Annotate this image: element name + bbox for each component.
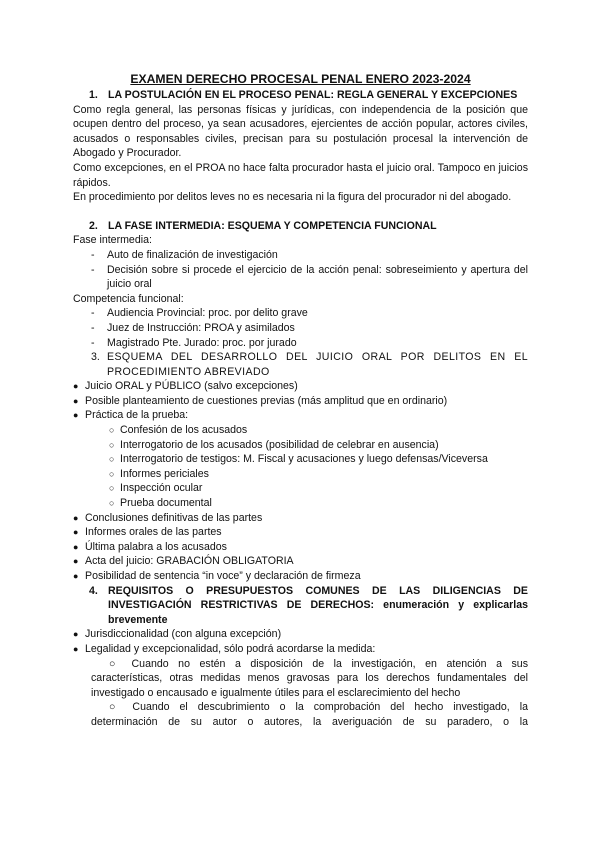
list-item: [73, 554, 528, 569]
list-item-text: Última palabra a los acusados: [85, 540, 227, 553]
list-item: [73, 336, 528, 351]
circle-bullet-icon: ○: [109, 439, 115, 450]
list-item-text: Audiencia Provincial: proc. por delito grave: [107, 307, 308, 320]
dash-marker: -: [91, 321, 95, 334]
list-item: [73, 321, 528, 336]
paragraph: Como excepciones, en el PROA no hace falta procurador hasta el juicio oral. Tampoco en juicios rápidos.: [73, 161, 528, 189]
spacer: [73, 205, 528, 219]
list-item-text: Informes orales de las partes: [85, 526, 222, 539]
section-1-heading: [73, 88, 528, 103]
list-item-text: Posible planteamiento de cuestiones previas (más amplitud que en ordinario): [85, 394, 448, 407]
list-item-text: Interrogatorio de los acusados (posibilidad de celebrar en ausencia): [120, 438, 439, 451]
list-item: [73, 248, 528, 263]
section-title: REQUISITOS O PRESUPUESTOS COMUNES DE LAS DILIGENCIAS DE INVESTIGACIÓN RESTRICTIVAS DE DERECHOS: enumeración y explicarlas brevemente: [108, 584, 528, 626]
list-item: [73, 379, 528, 394]
list-item-text: Prueba documental: [120, 497, 212, 510]
section-title: LA POSTULACIÓN EN EL PROCESO PENAL: REGLA GENERAL Y EXCEPCIONES: [108, 89, 518, 101]
list-item-text: Juicio ORAL y PÚBLICO (salvo excepciones): [85, 380, 298, 393]
bullet-icon: ●: [73, 410, 79, 421]
condition-first-line: ○ Cuando no estén a disposición de la investigación, en atención a sus: [109, 657, 528, 670]
section-number: 1.: [89, 89, 98, 101]
list-item-text: Jurisdiccionalidad (con alguna excepción): [85, 628, 282, 641]
sub-list-item: [73, 438, 528, 453]
list-item: [73, 408, 528, 423]
section-4-heading: [73, 584, 528, 628]
list-item: [73, 394, 528, 409]
bullet-icon: ●: [73, 512, 79, 523]
bullet-icon: ●: [73, 556, 79, 567]
sub-list-item: [73, 467, 528, 482]
condition-text: determinación de su autor o autores, la averiguación de su paradero, o la: [91, 715, 528, 728]
list-item-text: Interrogatorio de testigos: M. Fiscal y acusaciones y luego defensas/Viceversa: [120, 453, 488, 466]
list-item-text: Acta del juicio: GRABACIÓN OBLIGATORIA: [85, 555, 294, 568]
label: Competencia funcional:: [73, 292, 184, 305]
list-item-text: Inspección ocular: [120, 482, 203, 495]
list-item: [73, 306, 528, 321]
page-title: EXAMEN DERECHO PROCESAL PENAL ENERO 2023-2024: [130, 72, 471, 86]
bullet-icon: ●: [73, 571, 79, 581]
list-item-text: Legalidad y excepcionalidad, sólo podrá acordarse la medida:: [85, 642, 376, 655]
condition-text: características, otras medidas menos gravosas para los derechos fundamentales del investigado o encausado e igualmente útiles para el esclarecimiento del hecho: [91, 672, 528, 699]
list-item: [73, 525, 528, 540]
bullet-icon: ●: [73, 643, 79, 654]
section-number: 2.: [89, 219, 98, 232]
list-item-text: Juez de Instrucción: PROA y asimilados: [107, 321, 295, 334]
list-item: [73, 511, 528, 526]
dash-marker: -: [91, 248, 95, 261]
list-item: [73, 642, 528, 657]
list-item-text: Conclusiones definitivas de las partes: [85, 511, 263, 524]
circle-bullet-icon: ○: [109, 468, 115, 479]
circle-bullet-icon: ○: [109, 454, 115, 465]
bullet-icon: ●: [73, 541, 79, 552]
bullet-icon: ●: [73, 629, 79, 640]
dash-marker: -: [91, 336, 95, 349]
circle-bullet-icon: ○: [109, 425, 115, 436]
list-item-text: Informes periciales: [120, 467, 209, 480]
section-title: LA FASE INTERMEDIA: ESQUEMA Y COMPETENCIA FUNCIONAL: [108, 219, 437, 232]
paragraph: En procedimiento por delitos leves no es necesaria ni la figura del procurador ni del abogado.: [73, 191, 512, 204]
section-2-heading: [73, 219, 528, 234]
sub-list-item: [73, 452, 528, 467]
circle-bullet-icon: ○: [109, 498, 115, 509]
list-item: [73, 263, 528, 292]
sub-list-item: [73, 496, 528, 511]
paragraph: Como regla general, las personas físicas y jurídicas, con independencia de la posición que ocupen dentro del proceso, ya sean acusadores, ejercientes de acción popular, actores civiles, acusados o responsables civiles, precisan para su postulación procesal la intervención de Abogado y Procurador.: [73, 103, 528, 160]
circle-bullet-icon: ○: [109, 483, 115, 494]
list-item-text: Decisión sobre si procede el ejercicio de la acción penal: sobreseimiento y apertura del juicio oral: [107, 263, 528, 291]
list-item-text: Posibilidad de sentencia “in voce” y declaración de firmeza: [85, 570, 361, 582]
list-item: [73, 540, 528, 555]
list-item: [73, 569, 528, 584]
dash-marker: -: [91, 263, 95, 276]
list-item-text: Confesión de los acusados: [120, 424, 248, 437]
list-item: [73, 627, 528, 642]
condition-first-line: ○ Cuando el descubrimiento o la comprobación del hecho investigado, la: [109, 701, 528, 714]
sub-list-item: [73, 423, 528, 438]
sub-list-item: [73, 481, 528, 496]
label: Fase intermedia:: [73, 234, 152, 247]
bullet-icon: ●: [73, 381, 79, 392]
list-item-text: Magistrado Pte. Jurado: proc. por jurado: [107, 336, 297, 349]
bullet-icon: ●: [73, 395, 79, 406]
list-item-text: Auto de finalización de investigación: [107, 248, 278, 261]
dash-marker: -: [91, 307, 95, 320]
section-3-heading: [73, 350, 528, 379]
bullet-icon: ●: [73, 527, 79, 538]
list-item-text: Práctica de la prueba:: [85, 409, 189, 422]
section-number: 4.: [89, 584, 98, 597]
section-number: 3.: [91, 351, 100, 364]
section-title: ESQUEMA DEL DESARROLLO DEL JUICIO ORAL POR DELITOS EN EL PROCEDIMIENTO ABREVIADO: [107, 351, 528, 378]
